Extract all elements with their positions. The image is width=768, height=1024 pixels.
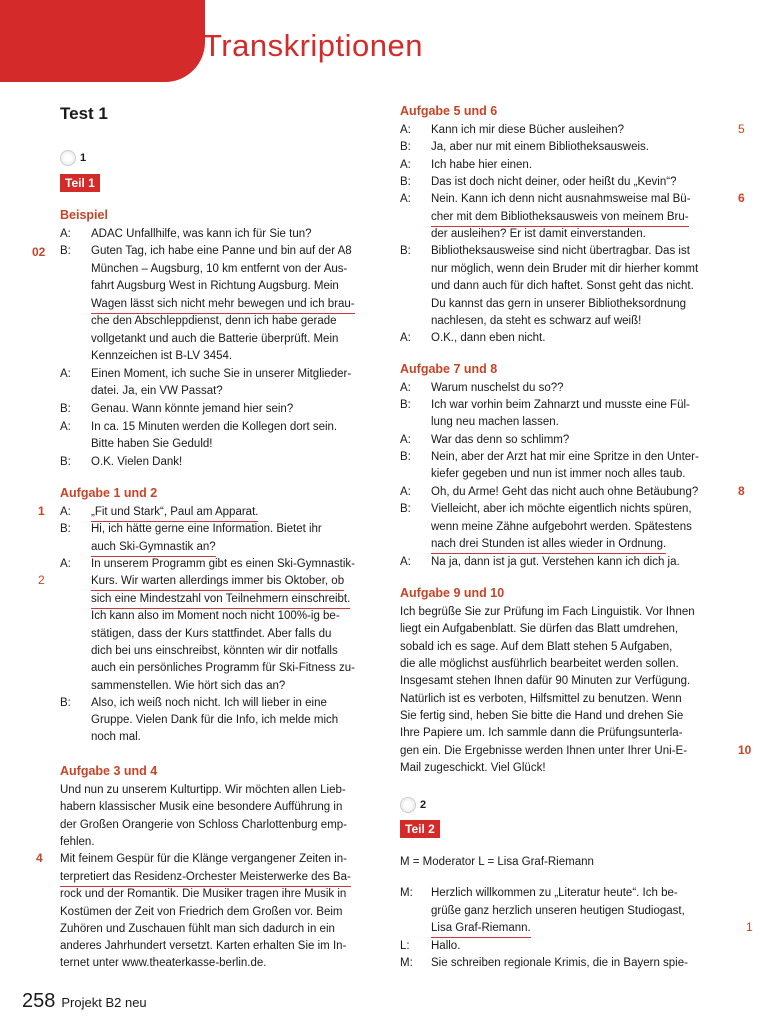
cd-track-2: 2	[400, 797, 426, 813]
text-line: Bitte haben Sie Geduld!	[91, 438, 213, 450]
test-title: Test 1	[60, 104, 108, 123]
speaker: L:	[400, 940, 410, 952]
margin-number: 4	[36, 851, 43, 865]
text-line: dich bei uns einschreibst, könnten wir dir notfalls	[91, 645, 338, 657]
text-line: Mail zugeschickt. Viel Glück!	[400, 762, 546, 774]
book-title: Projekt B2 neu	[61, 995, 147, 1010]
speaker: A:	[400, 332, 411, 344]
text-line: Nein. Kann ich denn nicht ausnahmsweise mal Bü-	[431, 193, 691, 205]
header-red-tab	[0, 0, 205, 82]
text-line: O.K., dann eben nicht.	[431, 332, 546, 344]
text-line: Herzlich willkommen zu „Literatur heute“. Ich be-	[431, 887, 678, 899]
margin-number: 2	[38, 573, 45, 587]
page-title: Transkriptionen	[203, 28, 424, 63]
text-line: auch ein persönliches Programm für Ski-Fitness zu-	[91, 662, 355, 674]
text-line: und dann auch für dich haftet. Sonst geht das nicht.	[431, 280, 694, 292]
text-line: In ca. 15 Minuten werden die Kollegen dort sein.	[91, 421, 338, 433]
text-line: Lisa Graf-Riemann.	[431, 920, 531, 938]
teil-2-badge: Teil 2	[400, 820, 440, 838]
text-line: O.K. Vielen Dank!	[91, 456, 183, 468]
text-line: Ich begrüße Sie zur Prüfung im Fach Linguistik. Vor Ihnen	[400, 606, 695, 618]
text-line: sobald ich es sage. Auf dem Blatt stehen 5 Aufgaben,	[400, 641, 673, 653]
speaker: A:	[60, 558, 71, 570]
text-line: Kurs. Wir warten allerdings immer bis Oktober, ob	[91, 573, 344, 591]
speaker: B:	[60, 403, 71, 415]
aufgabe-7-8-heading: Aufgabe 7 und 8	[400, 362, 498, 376]
text-line: Na ja, dann ist ja gut. Verstehen kann ich dich ja.	[431, 556, 680, 568]
text-line: Guten Tag, ich habe eine Panne und bin auf der A8	[91, 245, 352, 257]
text-line: Sie fertig sind, heben Sie bitte die Hand und drehen Sie	[400, 710, 684, 722]
text-line: nur möglich, wenn dein Bruder mit dir hierher kommt	[431, 263, 699, 275]
speaker: A:	[400, 556, 411, 568]
text-line: Gruppe. Vielen Dank für die Info, ich melde mich	[91, 714, 339, 726]
text-line: Einen Moment, ich suche Sie in unserer Mitglieder-	[91, 368, 352, 380]
text-line: der ausleihen? Er ist damit einverstanden.	[431, 228, 646, 240]
text-line: wenn meine Zähne aufgebohrt werden. Spätestens	[431, 521, 692, 533]
speaker: B:	[60, 456, 71, 468]
page-number: 258	[22, 990, 56, 1012]
text-line: Warum nuschelst du so??	[431, 382, 564, 394]
text-line: noch mal.	[91, 731, 141, 743]
speaker: A:	[60, 506, 71, 518]
text-line: che den Abschleppdienst, denn ich habe gerade	[91, 315, 337, 327]
page-footer	[22, 990, 147, 1013]
speaker: A:	[400, 124, 411, 136]
text-line: kiefer gegeben und nun ist immer noch alles taub.	[431, 468, 686, 480]
text-line: Ich kann also im Moment noch nicht 100%-ig be-	[91, 610, 340, 622]
text-line: nach drei Stunden ist alles wieder in Ordnung.	[431, 536, 666, 554]
text-line: War das denn so schlimm?	[431, 434, 570, 446]
speaker: A:	[60, 228, 71, 240]
speaker: B:	[400, 503, 411, 515]
speaker: B:	[400, 176, 411, 188]
text-line: habern klassischer Musik eine besondere Aufführung in	[60, 801, 343, 813]
text-line: Du kannst das gern in unserer Bibliotheksordnung	[431, 298, 687, 310]
text-line: ternet unter www.theaterkasse-berlin.de.	[60, 957, 267, 969]
text-line: Vielleicht, aber ich möchte eigentlich nichts spüren,	[431, 503, 692, 515]
speaker: A:	[60, 368, 71, 380]
text-line: stätigen, dass der Kurs stattfindet. Aber falls du	[91, 628, 332, 640]
text-line: Also, ich weiß noch nicht. Ich will lieber in eine	[91, 697, 327, 709]
cd-icon	[60, 150, 76, 166]
speaker: B:	[400, 245, 411, 257]
text-line: Das ist doch nicht deiner, oder heißt du „Kevin“?	[431, 176, 677, 188]
cd-track-1: 1	[60, 150, 86, 166]
margin-number: 1	[38, 504, 45, 518]
legend-line: M = Moderator L = Lisa Graf-Riemann	[400, 856, 594, 868]
text-line: Hi, ich hätte gerne eine Information. Bietet ihr	[91, 523, 322, 535]
text-line: „Fit und Stark“, Paul am Apparat.	[91, 504, 258, 522]
text-line: sich eine Mindestzahl von Teilnehmern einschreibt.	[91, 591, 350, 609]
text-line: Sie schreiben regionale Krimis, die in Bayern spie-	[431, 957, 688, 969]
text-line: Bibliotheksausweise sind nicht übertragbar. Das ist	[431, 245, 690, 257]
aufgabe-9-10-heading: Aufgabe 9 und 10	[400, 586, 505, 600]
margin-number: 10	[738, 743, 752, 757]
text-line: München – Augsburg, 10 km entfernt von der Aus-	[91, 263, 348, 275]
text-line: Wagen lässt sich nicht mehr bewegen und ich brau-	[91, 296, 355, 314]
speaker: B:	[60, 697, 71, 709]
text-line: Ich habe hier einen.	[431, 159, 533, 171]
text-line: vollgetankt und auch die Batterie überprüft. Mein	[91, 333, 339, 345]
text-line: Kostümen der Zeit von Friedrich dem Großen vor. Beim	[60, 906, 343, 918]
text-line: Und nun zu unserem Kulturtipp. Wir möchten allen Lieb-	[60, 784, 346, 796]
teil-1-badge: Teil 1	[60, 174, 100, 192]
text-line: Ich war vorhin beim Zahnarzt und musste eine Fül-	[431, 399, 690, 411]
margin-number: 5	[738, 122, 745, 136]
text-line: Ja, aber nur mit einem Bibliotheksausweis.	[431, 141, 649, 153]
text-line: der Großen Orangerie von Schloss Charlottenburg emp-	[60, 819, 348, 831]
cd-icon	[400, 797, 416, 813]
text-line: Ihre Papiere um. Ich sammle dann die Prüfungsunterla-	[400, 727, 683, 739]
text-line: Kann ich mir diese Bücher ausleihen?	[431, 124, 625, 136]
margin-number: 02	[32, 245, 46, 259]
text-line: liegt ein Aufgabenblatt. Sie dürfen das Blatt umdrehen,	[400, 623, 679, 635]
text-line: Zuhören und Zuschauen fühlt man sich dadurch in ein	[60, 923, 335, 935]
margin-number: 8	[738, 484, 745, 498]
text-line: Hallo.	[431, 940, 461, 952]
text-line: terpretiert das Residenz-Orchester Meisterwerke des Ba-	[60, 869, 351, 887]
speaker: A:	[400, 193, 411, 205]
aufgabe-3-4-heading: Aufgabe 3 und 4	[60, 764, 158, 778]
margin-number: 6	[738, 191, 745, 205]
speaker: A:	[400, 382, 411, 394]
text-line: anderes Jahrhundert versetzt. Karten erhalten Sie im In-	[60, 940, 347, 952]
margin-number: 1	[746, 920, 753, 934]
text-line: Natürlich ist es verboten, Hilfsmittel zu benutzen. Wenn	[400, 693, 682, 705]
text-line: lung neu machen lassen.	[431, 416, 559, 428]
speaker: A:	[60, 421, 71, 433]
text-line: Mit feinem Gespür für die Klänge vergangener Zeiten in-	[60, 853, 348, 865]
text-line: nachlesen, da steht es schwarz auf weiß!	[431, 315, 642, 327]
text-line: In unserem Programm gibt es einen Ski-Gymnastik-	[91, 558, 355, 570]
text-line: fahrt Augsburg West in Richtung Augsburg. Mein	[91, 280, 339, 292]
speaker: B:	[400, 451, 411, 463]
speaker: B:	[400, 141, 411, 153]
text-line: rock und der Romantik. Die Musiker tragen ihre Musik in	[60, 888, 347, 900]
speaker: A:	[400, 434, 411, 446]
text-line: Kennzeichen ist B-LV 3454.	[91, 350, 233, 362]
text-line: Nein, aber der Arzt hat mir eine Spritze in den Unter-	[431, 451, 699, 463]
speaker: A:	[400, 159, 411, 171]
aufgabe-1-2-heading: Aufgabe 1 und 2	[60, 486, 158, 500]
text-line: datei. Ja, ein VW Passat?	[91, 385, 223, 397]
speaker: B:	[60, 523, 71, 535]
speaker: M:	[400, 957, 413, 969]
speaker: B:	[60, 245, 71, 257]
text-line: grüße ganz herzlich unseren heutigen Studiogast,	[431, 905, 685, 917]
text-line: sammenstellen. Wie hört sich das an?	[91, 680, 286, 692]
speaker: A:	[400, 486, 411, 498]
text-line: auch Ski-Gymnastik an?	[91, 539, 216, 557]
text-line: die alle möglichst ausführlich bearbeitet werden sollen.	[400, 658, 679, 670]
text-line: ADAC Unfallhilfe, was kann ich für Sie tun?	[91, 228, 312, 240]
text-line: cher mit dem Bibliotheksausweis von meinem Bru-	[431, 209, 689, 227]
text-line: Insgesamt stehen Ihnen dafür 90 Minuten zur Verfügung.	[400, 675, 691, 687]
speaker: M:	[400, 887, 413, 899]
text-line: gen ein. Die Ergebnisse werden Ihnen unter Ihrer Uni-E-	[400, 745, 688, 757]
text-line: Oh, du Arme! Geht das nicht auch ohne Betäubung?	[431, 486, 699, 498]
text-line: Genau. Wann könnte jemand hier sein?	[91, 403, 294, 415]
beispiel-heading: Beispiel	[60, 208, 108, 222]
speaker: B:	[400, 399, 411, 411]
text-line: fehlen.	[60, 836, 95, 848]
aufgabe-5-6-heading: Aufgabe 5 und 6	[400, 104, 498, 118]
